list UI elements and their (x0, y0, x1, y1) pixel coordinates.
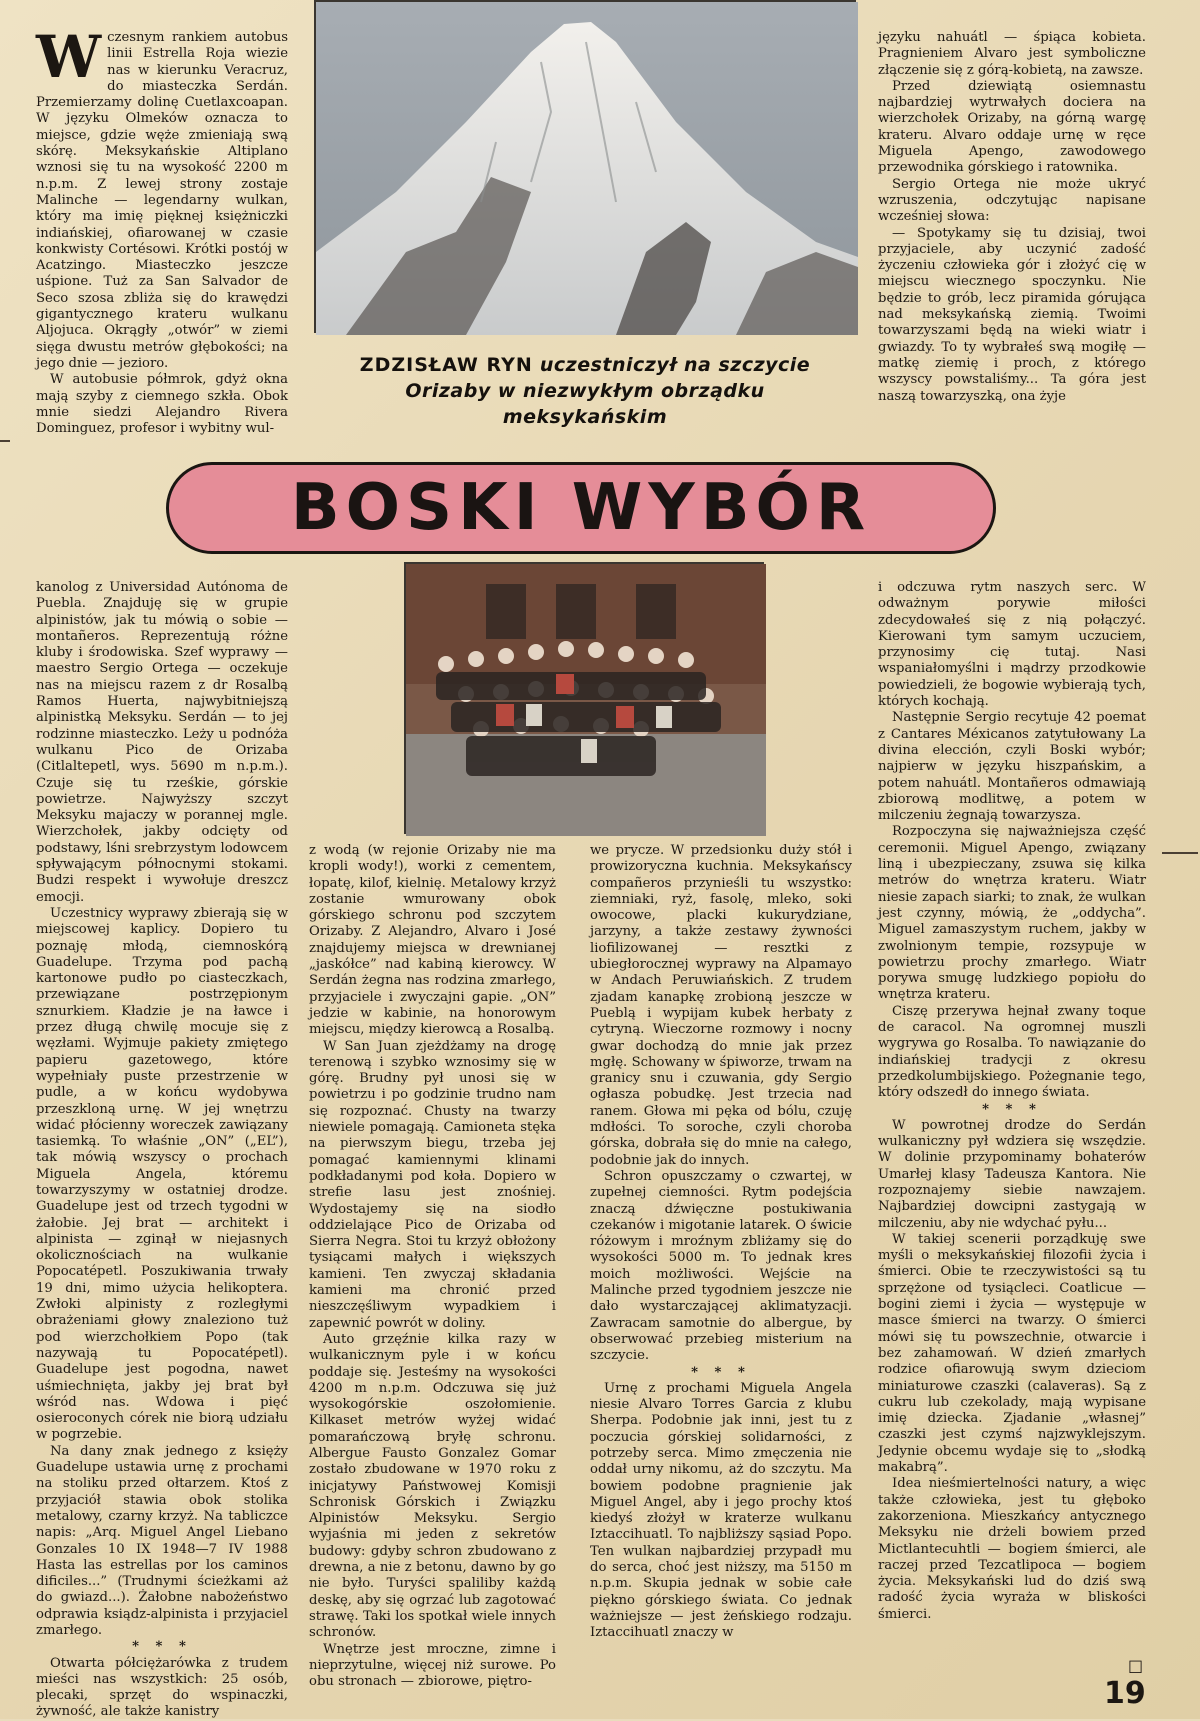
paragraph: Urnę z prochami Miguela Angela niesie Alvaro Torres Garcia z klubu Sherpa. Podobnie jak inni, jest tu z poczucia górskiej solidarności, z potrzeby serca. Mimo zmęczenia nie oddał urny nikomu, aż do szczytu. Ma bowiem podobne pragnienie jak Miguel Angel, aby i jego prochy ktoś kiedyś złożył w kraterze wulkanu Iztaccihuatl. To najbliższy sąsiad Popo. Ten wulkan najbardziej przypadł mu do serca, choć jest niższy, ma 5150 m n.p.m. Skupia jednak w sobie całe piękno górskiego świata. Co jednak ważniejsze — jest żeńskiego rodzaju. Iztaccihuatl znaczy w (590, 1380, 852, 1641)
paragraph: Otwarta półciężarówka z trudem mieści nas wszystkich: 25 osób, plecaki, sprzęt do wspinaczki, żywność, ale także kanistry (36, 1655, 288, 1720)
paragraph: we prycze. W przedsionku duży stół i prowizoryczna kuchnia. Meksykańscy compañeros przynieśli tu wszystko: ziemniaki, ryż, fasolę, mleko, soki owocowe, placki kukurydziane, jarzyny, a także zestawy żywności liofilizowanej — resztki z ubiegłorocznej wyprawy na Alpamayo w Andach Peruwiańskich. Z trudem zjadam kanapkę zrobioną jeszcze w Pueblą i wypijam kubek herbaty z cytryną. Wieczorne rozmowy i nocny gwar dochodzą do mnie jak przez mgłę. Schowany w śpiworze, trwam na granicy snu i czuwania, gdy Sergio ogłasza pobudkę. Jest trzecia nad ranem. Głowa mi pęka od bólu, czuję mdłości. To soroche, czyli choroba górska, dobrała się do mnie na całego, podobnie jak do innych. (590, 843, 852, 1168)
drop-cap: W (36, 23, 102, 91)
paragraph: Uczestnicy wyprawy zbierają się w miejscowej kaplicy. Dopiero tu poznaję młodą, ciemnoskórą Guadelupe. Trzyma pod pachą kartonowe pudło po ciasteczkach, przewiązane postrzępionym sznurkiem. Kładzie je na ławce i przez długą chwilę mocuje się z węzłami. Wyjmuje pakiety zmiętego papieru gazetowego, które wypełniały puste przestrzenie w pudle, a w końcu wydobywa przeszkloną urnę. W jej wnętrzu widać płócienny woreczek zawiązany tasiemką. To właśnie „ON” („EL”), tak mówią wszyscy o prochach Miguela Angela, któremu towarzyszymy w ostatniej drodze. Guadelupe jest od trzech tygodni w żałobie. Jej brat — architekt i alpinista — zginął w niejasnych okolicznościach na wulkanie Popocatépetl. Poszukiwania trwały 19 dni, mimo użycia helikoptera. Zwłoki alpinisty z rozległymi obrażeniami głowy znaleziono tuż pod wierzchołkiem Popo (tak nazywają tu Popocatépetl). Guadelupe jest pogodna, nawet uśmiechnięta, jakby jej brat był wśród nas. Wdowa i pięć osieroconych córek nie biorą udziału w pogrzebie. (36, 905, 288, 1443)
page-number: 19 (1104, 1676, 1146, 1711)
photo-caption (320, 352, 850, 430)
paragraph: Na dany znak jednego z księży Guadelupe ustawia urnę z prochami na stoliku przed ołtarzem. Ktoś z przyjaciół stawia obok stolika metalowy, czarny krzyż. Na tabliczce napis: „Arq. Miguel Angel Liebano Gonzales 10 IX 1948—7 IV 1988 Hasta las estrellas por los caminos dificiles...” (Trudnymi ścieżkami aż do gwiazd...). Żałobne nabożeństwo odprawia ksiądz-alpinista i przyjaciel zmarłego. (36, 1443, 288, 1638)
column-4-bottom (878, 580, 1146, 1675)
margin-mark (1162, 852, 1198, 854)
paragraph: i odczuwa rytm naszych serc. W odważnym porywie miłości zdecydowałeś się z nią połączyć. Kierowani tym samym uczuciem, przynosimy cię tutaj. Nasi wspaniałomyślni i mądrzy przodkowie powiedzieli, że bogowie wybierają tych, których kochają. (878, 580, 1146, 710)
section-separator: * * * (691, 1364, 751, 1380)
paragraph: W autobusie półmrok, gdyż okna mają szyby z ciemnego szkła. Obok mnie siedzi Alejandro Rivera Dominguez, profesor i wybitny wul- (36, 372, 288, 437)
paragraph: W powrotnej drodze do Serdán wulkaniczny pył wdziera się wszędzie. W dolinie przypominamy bohaterów Umarłej klasy Tadeusza Kantora. Nie rozpoznajemy siebie nawzajem. Najbardziej dowcipni zastygają w milczeniu, aby nie wdychać pyłu... (878, 1117, 1146, 1231)
article-title: BOSKI WYBÓR (290, 471, 872, 545)
column-4-top (878, 30, 1146, 440)
paragraph: Auto grzęźnie kilka razy w wulkanicznym pyle i w końcu poddaje się. Jesteśmy na wysokości 4200 m n.p.m. Odczuwa się już wysokogórskie oszołomienie. Kilkaset metrów wyżej widać pomarańczową bryłę schronu. Albergue Fausto Gonzalez Gomar zostało zbudowane w 1970 roku z inicjatywy Państwowej Komisji Schronisk Górskich i Związku Alpinistów Meksyku. Sergio wyjaśnia mi jeden z sekretów budowy: gdyby schron zbudowano z drewna, a nie z betonu, dawno by go nie było. Turyści spaliliby każdą deskę, aby się ogrzać lub zagotować strawę. Taki los spotkał wiele innych schronów. (309, 1331, 556, 1641)
caption-text: uczestniczył na szczycie Orizaby w niezwykłym obrządku meksykańskim (405, 354, 811, 428)
paragraph: Rozpoczyna się najważniejsza część ceremonii. Miguel Apengo, związany liną i ubezpieczany, zsuwa się kilka metrów do wnętrza krateru. Wiatr niesie zapach siarki; to znak, że wulkan jest czynny, mówią, że „oddycha”. Miguel zamaszystym ruchem, jakby w zwolnionym tempie, rozsypuje w powietrzu prochy zmarłego. Wiatr porywa smugę ludzkiego popiołu do wnętrza krateru. (878, 824, 1146, 1003)
column-1-bottom (36, 580, 288, 1720)
column-3 (590, 843, 852, 1698)
caption-author: ZDZISŁAW RYN (359, 354, 533, 376)
paragraph: Idea nieśmiertelności natury, a więc także człowieka, jest tu głęboko zakorzeniona. Mieszkańcy antycznego Meksyku nie drżeli bowiem przed Mictlantecuhtli — bogiem śmierci, ale raczej przed Tezcatlipoca — bogiem życia. Meksykański lud do dziś swą radość życia wyraża w bliskości śmierci. (878, 1476, 1146, 1622)
margin-mark (0, 440, 10, 442)
paragraph: W San Juan zjeżdżamy na drogę terenową i szybko wznosimy się w górę. Brudny pył unosi się w powietrzu i po godzinie trudno nam się rozpoznać. Chusty na twarzy niewiele pomagają. Camioneta stęka na pierwszym biegu, trzeba jej pomagać kamiennymi klinami podkładanymi pod koła. Dopiero w strefie lasu jest znośniej. Wydostajemy się na siodło oddzielające Pico de Orizaba od Sierra Negra. Stoi tu krzyż obłożony tysiącami małych i większych kamieni. Ten zwyczaj składania kamieni ma chronić przed nieszczęśliwym wypadkiem i zapewnić powrót w doliny. (309, 1038, 556, 1331)
paragraph: W takiej scenerii porządkuję swe myśli o meksykańskiej filozofii życia i śmierci. Obie te rzeczywistości są tu sprzężone od tysiącleci. Coatlicue — bogini ziemi i życia — występuje w masce śmierci na twarzy. O śmierci mówi się tu powszechnie, otwarcie i bez zahamowań. W dzień zmarłych rodzice ofiarowują swym dzieciom miniaturowe czaszki (calaveras). Są z cukru lub czekolady, mają wypisane imię dziecka. Zjadanie „własnej” czaszki jest czymś najzwyklejszym. Jedynie obcemu wydaje się to „słodką makabrą”. (878, 1231, 1146, 1476)
column-2 (309, 843, 556, 1690)
paragraph: Sergio Ortega nie może ukryć wzruszenia, odczytując napisane wcześniej słowa: (878, 176, 1146, 225)
paragraph: kanolog z Universidad Autónoma de Puebla. Znajduję się w grupie alpinistów, jak tu mówią o sobie — montañeros. Reprezentują różne kluby i środowiska. Szef wyprawy — maestro Sergio Ortega — oczekuje nas na miejscu razem z dr Rosalbą Ramos Huerta, najwybitniejszą alpinistką Meksyku. Serdán — to jej rodzinne miasteczko. Leży u podnóża wulkanu Pico de Orizaba (Citlaltepetl, wys. 5690 m n.p.m.). Czuje się tu rześkie, górskie powietrze. Najwyższy szczyt Meksyku majaczy w porannej mgle. Wierzchołek, jakby odcięty od podstawy, lśni srebrzystym lodowcem spływającym północnymi stokami. Budzi respekt i wywołuje dreszcz emocji. (36, 580, 288, 905)
group-illustration (406, 564, 766, 836)
section-separator: * * * (982, 1101, 1042, 1117)
paragraph: Następnie Sergio recytuje 42 poemat z Cantares Méxicanos zatytułowany La divina elección, czyli Boski wybór; najpierw w języku hiszpańskim, a potem nahuátl. Montañeros odmawiają zbiorową modlitwę, a potem w milczeniu żegnają towarzysza. (878, 710, 1146, 824)
end-mark: □ (1128, 1656, 1144, 1675)
paragraph: Przed dziewiątą osiemnastu najbardziej wytrwałych dociera na wierzchołek Orizaby, na górną wargę krateru. Alvaro oddaje urnę w ręce Miguela Apengo, zawodowego przewodnika górskiego i ratownika. (878, 78, 1146, 176)
paragraph: — Spotykamy się tu dzisiaj, twoi przyjaciele, aby uczynić zadość życzeniu człowieka gór i złożyć cię w miejscu wiecznego spoczynku. Nie będzie to grób, lecz piramida górująca nad meksykańską ziemią. Twoimi towarzyszami będą na wieki wiatr i gwiazdy. To ty wybrałeś swą mogiłę — matkę ziemię i proch, z którego wszyscy powstaliśmy... Ta góra jest naszą towarzyszką, ona żyje (878, 225, 1146, 404)
article-title-banner (166, 462, 996, 554)
paragraph: Ciszę przerywa hejnał zwany toque de caracol. Na ogromnej muszli wygrywa go Rosalba. To nawiązanie do indiańskiej tradycji z okresu przedkolumbijskiego. Pożegnanie tego, który odszedł do innego świata. (878, 1003, 1146, 1101)
section-separator: * * * (132, 1639, 192, 1655)
paragraph: języku nahuátl — śpiąca kobieta. Pragnieniem Alvaro jest symboliczne złączenie się z górą-kobietą, na zawsze. (878, 30, 1146, 78)
paragraph: Schron opuszczamy o czwartej, w zupełnej ciemności. Rytm podejścia znaczą dźwięczne postukiwania czekanów i migotanie latarek. O świcie różowym i mroźnym zbliżamy się do wysokości 5000 m. To jednak kres moich możliwości. Wejście na Malinche przed tygodniem jeszcze nie dało wystarczającej aklimatyzacji. Zawracam samotnie do albergue, by obserwować przebieg misterium na szczycie. (590, 1168, 852, 1364)
paragraph: Wnętrze jest mroczne, zimne i nieprzytulne, więcej niż surowe. Po obu stronach — zbiorowe, piętro- (309, 1641, 556, 1690)
paragraph: z wodą (w rejonie Orizaby nie ma kropli wody!), worki z cementem, łopatę, kilof, kielnię. Metalowy krzyż zostanie wmurowany obok górskiego schronu pod szczytem Orizaby. Z Alejandro, Alvaro i José znajdujemy miejsca w drewnianej „jaskółce” nad kabiną kierowcy. W Serdán żegna nas rodzina zmarłego, przyjaciele i zwyczajni gapie. „ON” jedzie w kabinie, na honorowym miejscu, między kierowcą a Rosalbą. (309, 843, 556, 1038)
paragraph: Wczesnym rankiem autobus linii Estrella Roja wiezie nas w kierunku Veracruz, do miasteczka Serdán. Przemierzamy dolinę Cuetlaxcoapan. W języku Olmeków oznacza to miejsce, gdzie węże zmieniają swą skórę. Meksykańskie Altiplano wznosi się tu na wysokość 2200 m n.p.m. Z lewej strony zostaje Malinche — legendarny wulkan, który ma imię pięknej księżniczki indiańskiej, ofiarowanej w czasie konkwisty Cortésowi. Krótki postój w Acatzingo. Miasteczko jeszcze uśpione. Tuż za San Salvador de Seco szosa zbliża się do krawędzi gigantycznego krateru wulkanu Aljojuca. Okrągły „otwór” w ziemi sięga dwustu metrów głębokości; na jego dnie — jezioro. (36, 23, 288, 371)
climbers-group-photo (404, 562, 764, 834)
column-1-top (36, 23, 288, 437)
orizaba-mountain-photo (314, 0, 856, 333)
mountain-illustration (316, 2, 858, 335)
